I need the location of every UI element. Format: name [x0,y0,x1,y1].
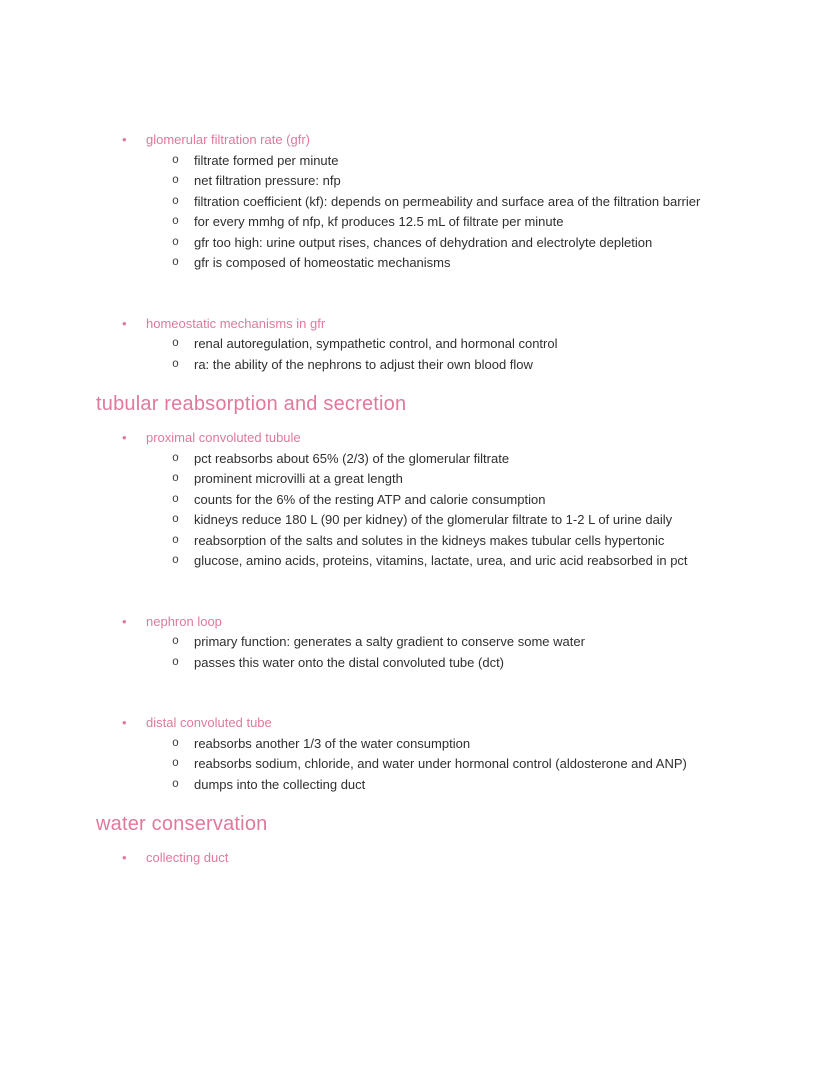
sub-bullet-item [172,192,732,213]
sub-bullet-text: kidneys reduce 180 L (90 per kidney) of the glomerular filtrate to 1-2 L of urine daily [194,512,673,527]
filled-bullet-icon: • [122,613,127,629]
sub-bullet-item [172,212,732,233]
bullet-section [0,428,828,572]
sub-bullet-text: ra: the ability of the nephrons to adjust their own blood flow [194,356,533,372]
sub-bullet-item [172,449,732,470]
sub-bullet-item [172,510,732,531]
bullet-section [0,713,828,795]
sub-bullet-text: gfr is composed of homeostatic mechanisms [194,255,451,270]
sub-bullet-item [172,469,732,490]
bullet-title [122,612,828,633]
sub-bullet-text: for every mmhg of nfp, kf produces 12.5 mL of filtrate per minute [194,214,564,229]
sub-bullet-item [172,531,732,552]
filled-bullet-icon: • [122,315,127,331]
filled-bullet-icon: • [122,850,127,865]
hollow-circle-bullet-icon: o [172,256,179,269]
sub-bullet-item [172,632,732,653]
sub-bullet-item [172,151,732,172]
hollow-circle-bullet-icon: o [172,194,179,208]
sub-bullet-text: pct reabsorbs about 65% (2/3) of the glomerular filtrate [194,450,510,466]
sub-bullet-text: gfr too high: urine output rises, chances of dehydration and electrolyte depletion [194,234,653,250]
sub-bullet-item [172,490,732,511]
bullet-title [122,130,828,151]
hollow-circle-bullet-icon: o [172,472,179,485]
bullet-title-text: proximal convoluted tubule [146,430,301,445]
sub-bullet-item [172,233,732,254]
sub-bullet-text: filtrate formed per minute [194,152,339,168]
filled-bullet-icon: • [122,132,127,147]
bullet-title-text: nephron loop [146,613,222,629]
hollow-circle-bullet-icon: o [172,777,179,791]
sub-bullet-text: renal autoregulation, sympathetic control, and hormonal control [194,336,558,351]
hollow-circle-bullet-icon: o [172,533,179,547]
sub-bullet-item [172,334,732,355]
sub-bullet-text: glucose, amino acids, proteins, vitamins, lactate, urea, and uric acid reabsorbed in pct [194,553,688,568]
sub-bullet-text: filtration coefficient (kf): depends on permeability and surface area of the filtration barrier [194,193,701,209]
sub-bullet-text: dumps into the collecting duct [194,776,366,792]
section-heading: water conservation [96,813,268,835]
bullet-section [0,314,828,376]
filled-bullet-icon: • [122,715,127,730]
bullet-title-text: collecting duct [146,850,229,865]
hollow-circle-bullet-icon: o [172,554,179,567]
hollow-circle-bullet-icon: o [172,451,179,465]
hollow-circle-bullet-icon: o [172,174,179,187]
sub-bullet-item [172,754,732,775]
sub-bullet-item [172,551,732,572]
sub-bullet-item [172,653,732,674]
hollow-circle-bullet-icon: o [172,235,179,249]
sub-bullet-item [172,253,732,274]
sub-bullet-text: net filtration pressure: nfp [194,173,341,188]
hollow-circle-bullet-icon: o [172,153,179,167]
hollow-circle-bullet-icon: o [172,337,179,350]
sub-bullet-text: primary function: generates a salty gradient to conserve some water [194,634,585,649]
bullet-section [0,848,828,869]
sub-bullet-text: reabsorption of the salts and solutes in the kidneys makes tubular cells hypertonic [194,532,665,548]
hollow-circle-bullet-icon: o [172,513,179,526]
sub-bullet-item [172,355,732,376]
bullet-section [0,612,828,674]
sub-bullet-item [172,171,732,192]
hollow-circle-bullet-icon: o [172,492,179,506]
bullet-section [0,130,828,274]
hollow-circle-bullet-icon: o [172,736,179,750]
bullet-title [122,428,828,449]
hollow-circle-bullet-icon: o [172,655,179,669]
section-heading: tubular reabsorption and secretion [96,393,407,415]
hollow-circle-bullet-icon: o [172,635,179,648]
sub-bullet-text: prominent microvilli at a great length [194,471,403,486]
sub-bullet-text: counts for the 6% of the resting ATP and calorie consumption [194,491,546,507]
sub-bullet-item [172,775,732,796]
sub-bullet-item [172,734,732,755]
bullet-title-text: glomerular filtration rate (gfr) [146,132,310,147]
hollow-circle-bullet-icon: o [172,357,179,371]
sub-bullet-text: passes this water onto the distal convoluted tube (dct) [194,654,505,670]
bullet-title [122,314,828,335]
sub-bullet-text: reabsorbs sodium, chloride, and water under hormonal control (aldosterone and ANP) [194,756,687,771]
filled-bullet-icon: • [122,430,127,445]
bullet-title-text: distal convoluted tube [146,715,272,730]
bullet-title-text: homeostatic mechanisms in gfr [146,315,326,331]
hollow-circle-bullet-icon: o [172,757,179,770]
bullet-title [122,713,828,734]
hollow-circle-bullet-icon: o [172,215,179,228]
sub-bullet-text: reabsorbs another 1/3 of the water consumption [194,735,471,751]
bullet-title [122,848,828,869]
